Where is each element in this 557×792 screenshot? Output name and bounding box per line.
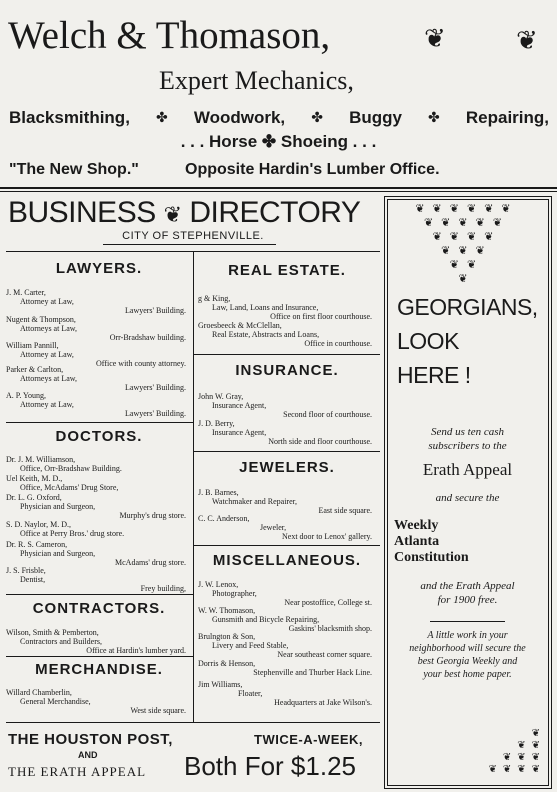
city-name: CITY OF STEPHENVILLE.: [122, 230, 264, 242]
list-item: Dr. L. G. Oxford, Physician and Surgeon, Murphy's drug store.: [6, 493, 186, 520]
section-rule: [194, 354, 380, 355]
ad-free: and the Erath Appeal for 1900 free.: [420, 580, 515, 606]
twice-a-week: TWICE-A-WEEK,: [254, 732, 364, 747]
list-item: Dr. R. S. Cameron, Physician and Surgeon, McAdams' drug store.: [6, 540, 186, 567]
list-item: Dr. J. M. Williamson, Office, Orr-Bradshaw Building.: [6, 455, 122, 473]
ornament-icon: ❦❦❦❦: [432, 230, 502, 243]
section-rule: [194, 545, 380, 546]
ad-body: Send us ten cash subscribers to the: [428, 426, 507, 452]
directory-title: [8, 196, 378, 233]
erath-appeal: THE ERATH APPEAL: [8, 764, 147, 779]
horse-shoeing: . . . Horse ✤ Shoeing . . .: [180, 132, 377, 151]
list-item: Groesbeeck & McClellan, Real Estate, Abstracts and Loans, Office in courthouse.: [198, 321, 372, 348]
list-item: J. M. Carter, Attorney at Law, Lawyers' Building.: [6, 288, 186, 315]
ad-rule: [430, 621, 505, 622]
directory-bottom-rule: [6, 722, 380, 723]
list-item: Dorris & Henson, Stephenville and Thurber Hack Line.: [198, 659, 372, 677]
ad-paper-atlanta: Weekly Atlanta Constitution: [394, 518, 469, 565]
divider: [0, 191, 557, 192]
ornament-icon: ❦❦: [517, 740, 546, 751]
ornament-icon: ❦❦: [449, 258, 485, 271]
list-item: A. P. Young, Attorney at Law, Lawyers' Building.: [6, 391, 186, 418]
list-item: J. D. Berry, Insurance Agent, North side and floor courthouse.: [198, 419, 372, 446]
list-item: J. W. Lenox, Photographer, Near postoffice, College st.: [198, 580, 372, 607]
ad-headline-1: GEORGIANS,: [397, 294, 538, 320]
section-rule: [6, 422, 193, 423]
houston-post: THE HOUSTON POST,: [8, 731, 173, 748]
heading-merchandise: MERCHANDISE.: [35, 661, 163, 678]
ornament-icon: ❦: [458, 272, 476, 285]
heading-jewelers: JEWELERS.: [239, 459, 335, 476]
heading-miscellaneous: MISCELLANEOUS.: [212, 552, 362, 569]
heading-insurance: INSURANCE.: [235, 362, 339, 379]
footer-and: AND: [78, 750, 98, 760]
firm-name: Welch & Thomason,: [8, 14, 331, 57]
column-divider: [193, 251, 194, 722]
section-rule: [6, 594, 193, 595]
list-item: Nugent & Thompson, Attorneys at Law, Orr-Bradshaw building.: [6, 315, 186, 342]
ad-headline: [397, 290, 538, 392]
ad-paper-erath: Erath Appeal: [422, 460, 513, 479]
heading-real-estate: REAL ESTATE.: [228, 262, 346, 279]
shop-location: Opposite Hardin's Lumber Office.: [185, 161, 440, 178]
service-woodwork: Woodwork,: [193, 108, 286, 127]
service-repairing: Repairing,: [465, 108, 549, 127]
directory-title-right: DIRECTORY: [189, 196, 361, 229]
list-item: Parker & Carlton, Attorneys at Law, Lawyers' Building.: [6, 365, 186, 392]
subtitle: Expert Mechanics,: [159, 66, 354, 95]
ornament-icon: ❦: [516, 26, 538, 56]
ornament-cluster-bottom: [440, 728, 546, 776]
list-item: Brulngton & Son, Livery and Feed Stable, Near southeast corner square.: [198, 632, 372, 659]
list-item: William Pannill, Attorney at Law, Office with county attorney.: [6, 341, 186, 368]
list-item: Wilson, Smith & Pemberton, Contractors and Builders, Office at Hardin's lumber yard.: [6, 628, 186, 655]
heading-doctors: DOCTORS.: [55, 428, 143, 445]
ornament-icon: ❦❦❦: [441, 244, 493, 257]
fleuron-icon: ✤: [311, 110, 323, 126]
list-item: W. W. Thomason, Gunsmith and Bicycle Repairing, Gaskins' blacksmith shop.: [198, 606, 372, 633]
city-underline: [103, 244, 276, 245]
list-item: John W. Gray, Insurance Agent, Second floor of courthouse.: [198, 392, 372, 419]
list-item: J. B. Barnes, Watchmaker and Repairer, East side square.: [198, 488, 372, 515]
ornament-icon: ❦❦❦❦: [488, 764, 546, 775]
service-buggy: Buggy: [349, 108, 402, 127]
list-item: S. D. Naylor, M. D., Office at Perry Bros.' drug store.: [6, 520, 125, 538]
heading-lawyers: LAWYERS.: [55, 260, 143, 277]
ornament-icon: ❦❦❦❦❦: [423, 216, 511, 229]
ad-headline-2: LOOK: [397, 328, 459, 354]
ornament-icon: ❦: [531, 728, 546, 739]
ornament-icon: ❦: [163, 203, 182, 228]
new-shop: "The New Shop.": [9, 161, 139, 178]
divider: [0, 187, 557, 189]
ornament-icon: ❦❦❦❦❦❦: [415, 202, 519, 215]
both-for-price: Both For $1.25: [184, 751, 356, 781]
ad-work: A little work in your neighborhood will secure the best Georgia Weekly and your best home paper.: [409, 630, 526, 680]
list-item: Uel Keith, M. D., Office, McAdams' Drug Store,: [6, 474, 119, 492]
list-item: Willard Chamberlin, General Merchandise, West side square.: [6, 688, 186, 715]
service-blacksmithing: Blacksmithing,: [9, 108, 130, 127]
ornament-icon: ❦: [424, 24, 446, 54]
ad-secure: and secure the: [435, 492, 500, 504]
section-rule: [194, 451, 380, 452]
ornament-cluster-top: [390, 202, 544, 286]
fleuron-icon: ✤: [156, 110, 168, 126]
directory-title-left: BUSINESS: [8, 196, 156, 229]
ornament-icon: ❦❦❦: [502, 752, 546, 763]
ad-headline-3: HERE !: [397, 362, 471, 388]
list-item: Jim Williams, Floater, Headquarters at Jake Wilson's.: [198, 680, 372, 707]
list-item: C. C. Anderson, Jeweler, Next door to Lenox' gallery.: [198, 514, 372, 541]
section-rule: [6, 656, 193, 657]
services-line: [9, 108, 549, 128]
heading-contractors: CONTRACTORS.: [32, 600, 166, 617]
list-item: J. S. Frisble, Dentist, Frey building,: [6, 566, 186, 593]
list-item: g & King, Law, Land, Loans and Insurance, Office on first floor courthouse.: [198, 294, 372, 321]
fleuron-icon: ✤: [428, 110, 440, 126]
